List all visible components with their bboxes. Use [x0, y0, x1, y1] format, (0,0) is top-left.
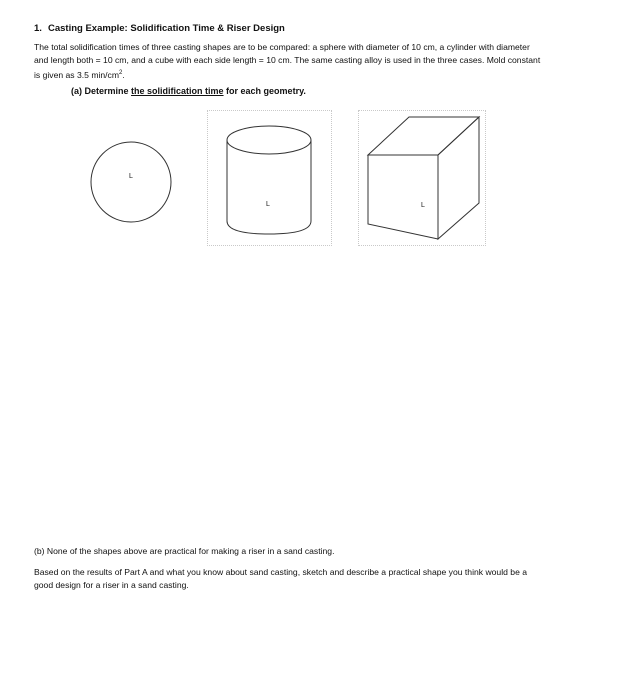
cylinder-sketch-mark: L: [266, 201, 270, 208]
cube-sketch-mark: L: [421, 202, 425, 209]
underlined-phrase: the solidification time: [131, 86, 224, 96]
cube-drawing: [359, 111, 487, 247]
question-title: Casting Example: Solidification Time & Riser Design: [48, 23, 285, 34]
cylinder-drawing: [208, 111, 333, 247]
cube-figure: [358, 110, 486, 246]
sphere-figure: [83, 137, 183, 227]
intro-line-1: The total solidification times of three casting shapes are to be compared: a sphere with diameter of 10 cm, a cylinder with diameter: [34, 42, 530, 52]
question-heading: [34, 23, 285, 34]
part-b-desc-line-2: good design for a riser in a sand casting.: [34, 580, 189, 590]
sphere-sketch-mark: L: [129, 173, 133, 180]
part-b-description: [34, 566, 604, 592]
question-number: 1.: [34, 23, 42, 34]
cylinder-figure: [207, 110, 332, 246]
intro-line-3: is given as 3.5 $\min/cm^2$.: [34, 69, 125, 80]
superscript: 2: [119, 70, 123, 76]
sphere-drawing: [83, 137, 183, 227]
part-b-desc-line-1: Based on the results of Part A and what you know about sand casting, sketch and describe a practical shape you think would be a: [34, 567, 528, 577]
part-b-prompt: (b) None of the shapes above are practical for making a riser in a sand casting.: [34, 546, 335, 556]
problem-statement: [34, 41, 609, 82]
part-a-prompt: (a) Determine the solidification time for each geometry.: [71, 86, 306, 96]
intro-line-2: and length both = 10 cm, and a cube with each side length = 10 cm. The same casting alloy is used in the three cases. Mold constant: [34, 55, 541, 65]
